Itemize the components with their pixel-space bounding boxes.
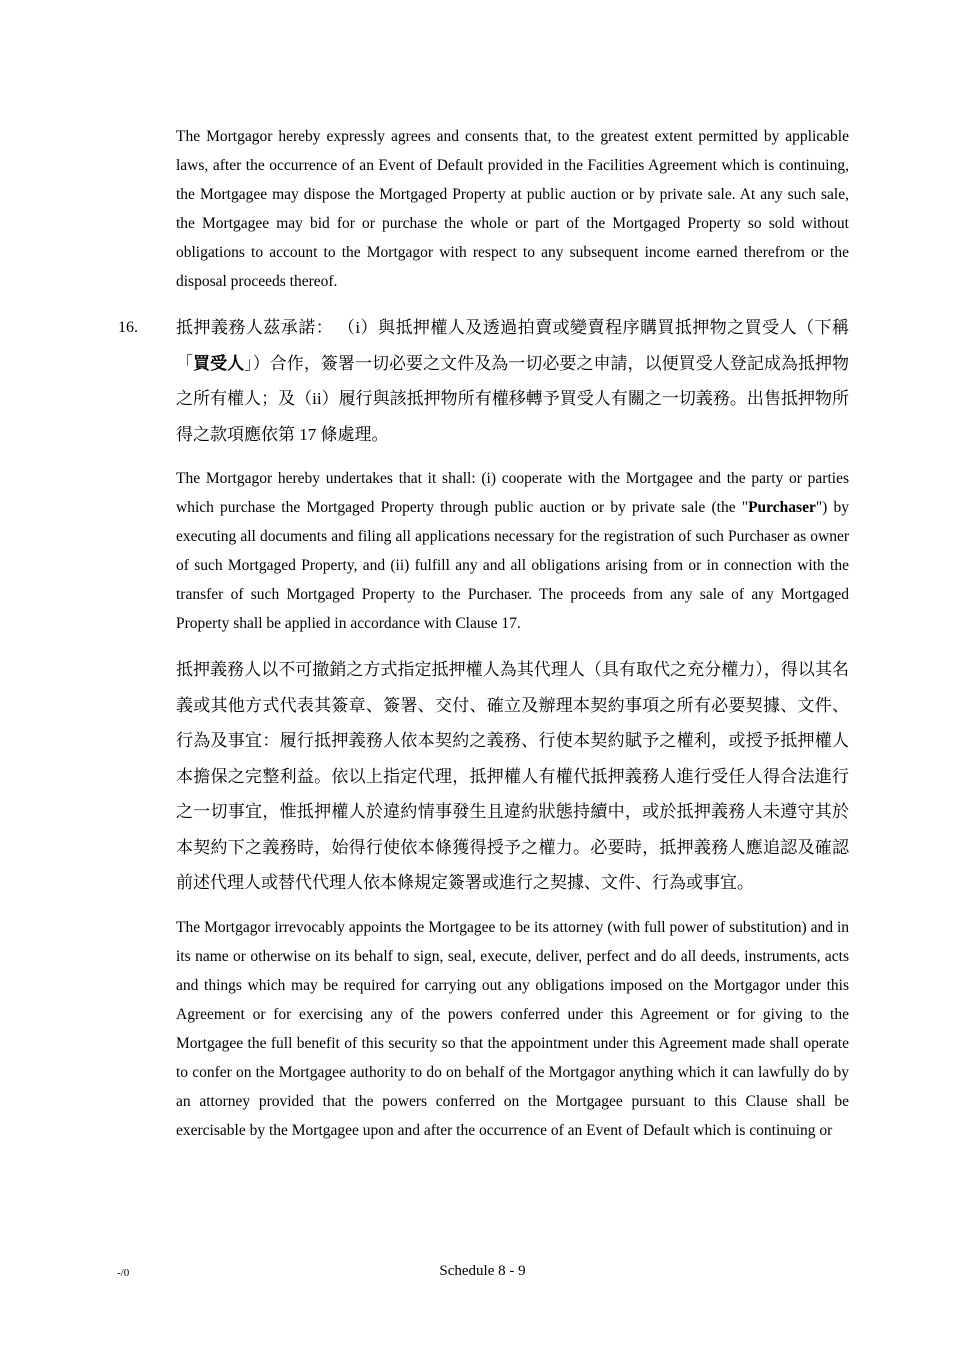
clause-16-number: 16.	[118, 319, 138, 336]
footer-page-label: Schedule 8 - 9	[439, 1263, 526, 1279]
defined-term-purchaser: Purchaser	[748, 499, 816, 516]
document-body	[118, 122, 850, 1159]
clause-16-segment-2: 」）合作，簽署一切必要之文件及為一切必要之申請，以便買受人登記成為抵押物之所有權人；及（ii）履行與該抵押物所有權移轉予買受人有關之一切義務。出售抵押物所得之款項應依第 17 條處理。	[176, 353, 850, 444]
clause-16-defined-term-purchaser: 買受人	[193, 353, 245, 373]
footer-reference: -/0	[117, 1267, 130, 1279]
clause-16	[118, 310, 850, 452]
clause-16-segment-1: 抵押義務人茲承諾： （i）與抵押權人及透過拍賣或變賣程序購買抵押物之買受人（下稱「	[176, 318, 849, 373]
paragraph-english-attorney: The Mortgagor irrevocably appoints the Mortgagee to be its attorney (with full power of substitution) and in its name or otherwise on its behalf to sign, seal, execute, deliver, perfect and do all deeds, instruments, acts and things which may be required for carrying out any obligations imposed on the Mortgagor under this Agreement or for exercising any of the powers conferred under this Agreement or for giving to the Mortgagee the full benefit of this security so that the appointment under this Agreement made shall operate to confer on the Mortgagee authority to do on behalf of the Mortgagor anything which it can lawfully do by an attorney provided that the powers conferred on the Mortgagee pursuant to this Clause shall be exercisable by the Mortgagee upon and after the occurrence of an Event of Default which is continuing or	[176, 918, 849, 1139]
undertaking-segment-1: The Mortgagor hereby undertakes that it shall: (i) cooperate with the Mortgagee and the party or parties which purchase the Mortgaged Property through public auction or by private sale (the "	[176, 470, 849, 516]
paragraph-english-disposal: The Mortgagor hereby expressly agrees and consents that, to the greatest extent permitted by applicable laws, after the occurrence of an Event of Default provided in the Facilities Agreement which is continuing, the Mortgagee may dispose the Mortgaged Property at public auction or by private sale. At any such sale, the Mortgagee may bid for or purchase the whole or part of the Mortgaged Property so sold without obligations to account to the Mortgagor with respect to any subsequent income earned therefrom or the disposal proceeds thereof.	[176, 128, 849, 290]
undertaking-segment-2: ") by executing all documents and filing all applications necessary for the registration of such Purchaser as owner of such Mortgaged Property, and (ii) fulfill any and all obligations arising from or in connection with the transfer of such Mortgaged Property to the Purchaser. The proceeds from any sale of any Mortgaged Property shall be applied in accordance with Clause 17.	[176, 499, 849, 632]
paragraph-chinese-attorney: 抵押義務人以不可撤銷之方式指定抵押權人為其代理人（具有取代之充分權力），得以其名義或其他方式代表其簽章、簽署、交付、確立及辦理本契約事項之所有必要契據、文件、行為及事宜：履行抵押義務人依本契約之義務、行使本契約賦予之權利，或授予抵押權人本擔保之完整利益。依以上指定代理，抵押權人有權代抵押義務人進行受任人得合法進行之一切事宜，惟抵押權人於違約情事發生且違約狀態持續中，或於抵押義務人未遵守其於本契約下之義務時，始得行使依本條獲得授予之權力。必要時，抵押義務人應追認及確認前述代理人或替代代理人依本條規定簽署或進行之契據、文件、行為或事宜。	[176, 660, 849, 892]
clause-16-text	[176, 318, 849, 444]
paragraph-english-undertaking	[176, 464, 849, 638]
